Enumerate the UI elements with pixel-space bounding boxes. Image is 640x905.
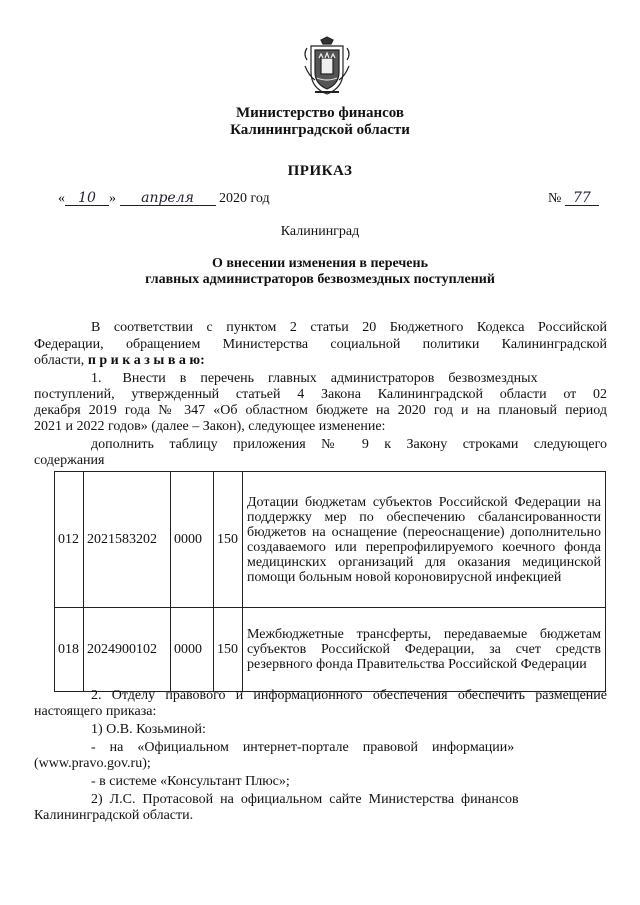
admin-code-cell: 012 [55, 472, 84, 608]
number-prefix: № [548, 191, 562, 206]
income-code-cell: 2024900102 [84, 608, 171, 692]
amendment-table [54, 471, 606, 692]
description-cell: Межбюджетные трансферты, передаваемые бюджетам субъектов Российской Федерации, за счет средств резервного фонда Правительства Российской Федерации [243, 608, 606, 692]
ministry-line-1: Министерство финансов [235, 105, 405, 121]
table-row [55, 608, 606, 692]
subject-line-2: главных администраторов безвозмездных поступлений [145, 272, 495, 287]
intro-line-1: В соответствии с пунктом 2 статьи 20 Бюджетного Кодекса Российской [91, 320, 607, 335]
document-title: ПРИКАЗ [287, 163, 353, 179]
subitem2-line-1: 2) Л.С. Протасовой на официальном сайте Министерства финансов [91, 792, 519, 807]
classification-code-cell: 150 [214, 472, 243, 608]
item1-line-4: 2021 и 2022 годов» (далее – Закон), следующее изменение: [34, 419, 386, 434]
date-close-quote: » [109, 191, 116, 206]
item2-line-2: настоящего приказа: [34, 704, 157, 719]
item2-line-1: 2. Отделу правового и информационного обеспечения обеспечить размещение [91, 688, 607, 703]
number-value: 77 [565, 191, 599, 206]
subitem2-line-2: Калининградской области. [34, 808, 194, 823]
description-cell: Дотации бюджетам субъектов Российской Федерации на поддержку мер по обеспечению сбалансированности бюджетов на оснащение (переоснащение) дополнительно создаваемого или перепрофилируемого коечного фонда медицинских организаций для оказания медицинской помощи больным новой короновирусной инфекцией [243, 472, 606, 608]
subitem1-a-line-2: (www.pravo.gov.ru); [34, 756, 151, 771]
subitem1-a-line-1: - на «Официальном интернет-портале правовой информации» [91, 740, 515, 755]
subitem1-b: - в системе «Консультант Плюс»; [91, 774, 290, 789]
order-date [58, 191, 270, 207]
subtype-code-cell: 0000 [171, 472, 214, 608]
subitem1: 1) О.В. Козьминой: [91, 722, 206, 737]
order-number [548, 191, 599, 207]
income-code-cell: 2021583202 [84, 472, 171, 608]
date-month: апреля [120, 191, 216, 206]
date-open-quote: « [58, 191, 65, 206]
subject-line-1: О внесении изменения в перечень [211, 256, 428, 271]
date-year: 2020 год [219, 191, 270, 206]
item1-line-1: 1. Внести в перечень главных администраторов безвозмездных [91, 371, 538, 386]
date-day: 10 [65, 191, 109, 206]
item1-line-2: поступлений, утвержденный статьей 4 Закона Калининградской области от 02 [34, 387, 607, 402]
intro-line-3 [34, 353, 607, 368]
classification-code-cell: 150 [214, 608, 243, 692]
intro-line-2: Федерации, обращением Министерства социальной политики Калининградской [34, 337, 607, 352]
document-subject [0, 256, 640, 288]
ministry-name [0, 105, 640, 139]
ministry-line-2: Калининградской области [230, 122, 410, 138]
admin-code-cell: 018 [55, 608, 84, 692]
item1-line-3: декабря 2019 года № 347 «Об областном бюджете на 2020 год и на плановый период [34, 403, 607, 418]
intro-line-3-text: области, [34, 353, 85, 368]
city: Калининград [280, 224, 360, 239]
supplement-line-1: дополнить таблицу приложения № 9 к Закону строками следующего [91, 437, 607, 452]
coat-of-arms-icon [301, 36, 353, 98]
supplement-line-2: содержания [34, 453, 105, 468]
table-row [55, 472, 606, 608]
subtype-code-cell: 0000 [171, 608, 214, 692]
order-verb: п р и к а з ы в а ю: [87, 353, 205, 368]
